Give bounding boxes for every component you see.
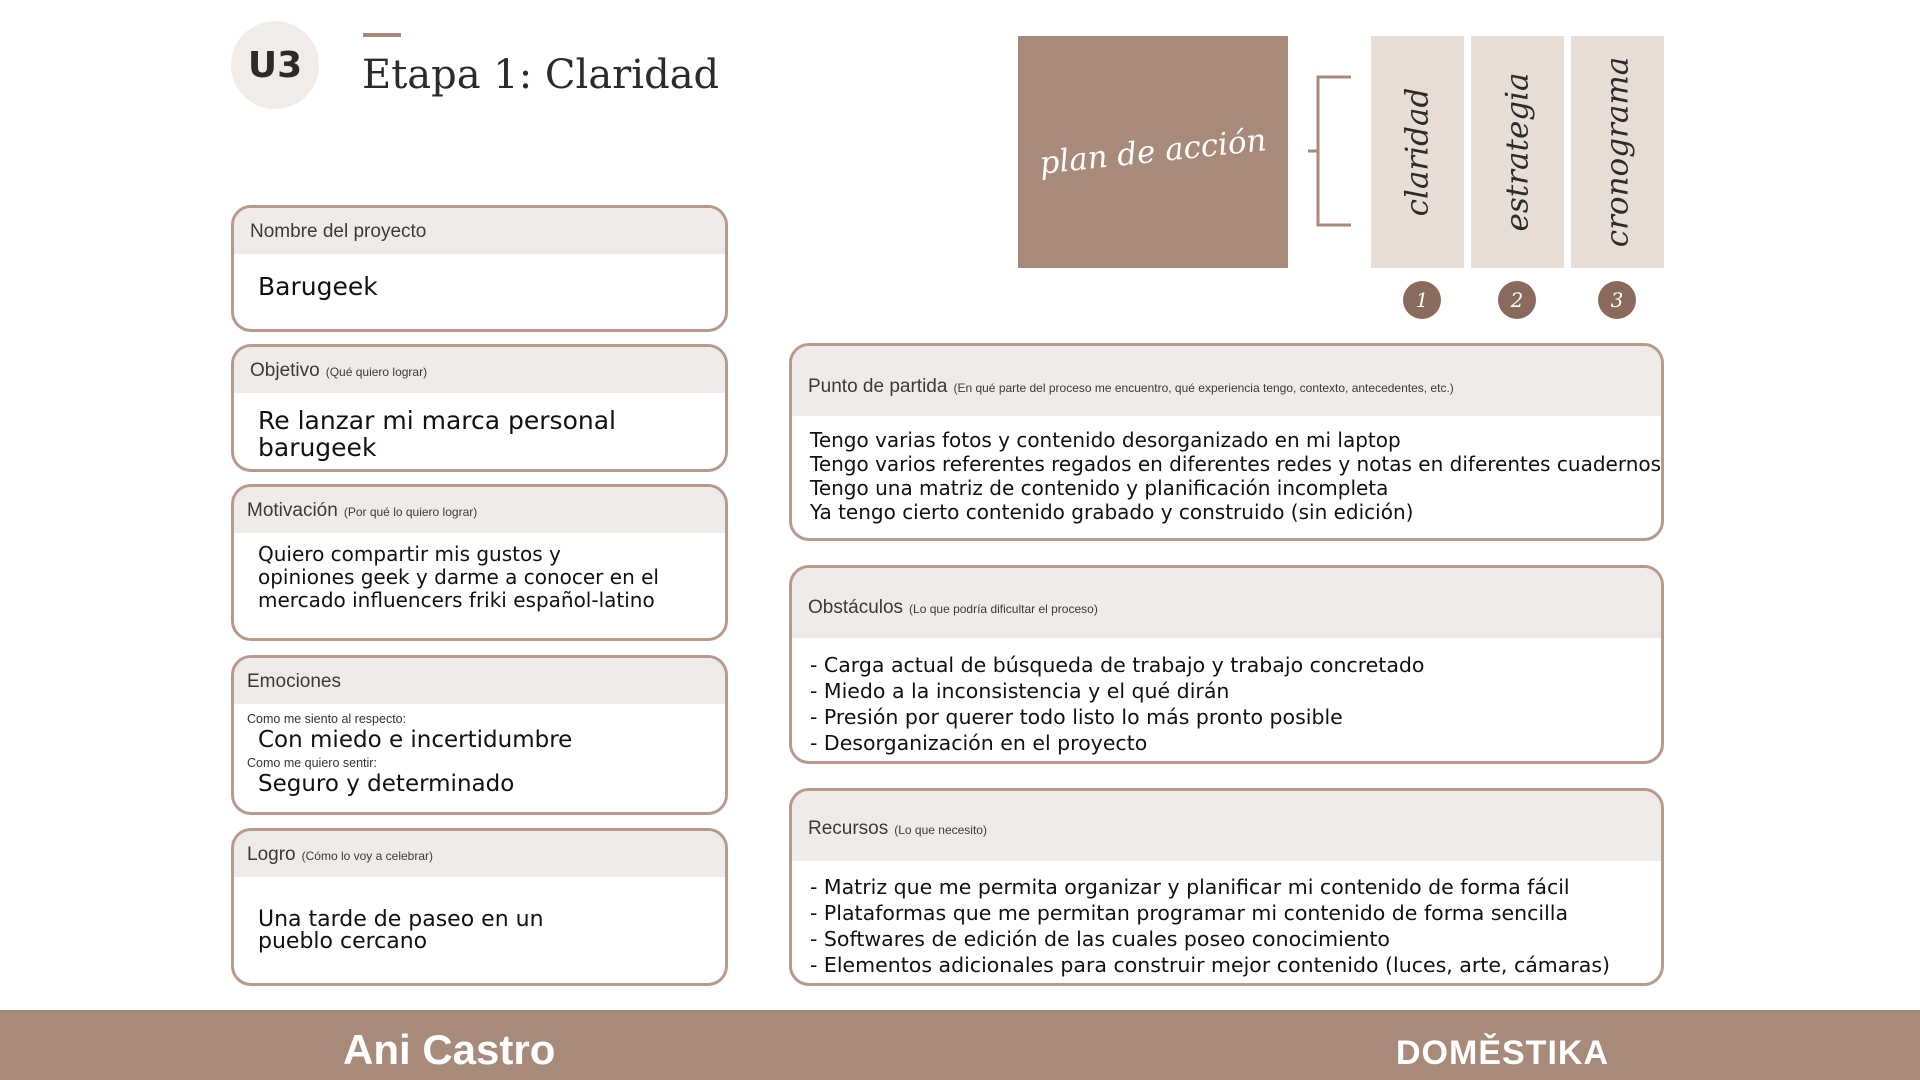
- stage-number-3: 3: [1598, 281, 1636, 319]
- card-logro-label: Logro: [247, 844, 296, 865]
- card-logro-body: [234, 877, 725, 953]
- recursos-line: - Softwares de edición de las cuales poseo conocimiento: [810, 927, 1390, 951]
- card-obstaculos-body: [792, 638, 1661, 756]
- card-objetivo-body: [234, 393, 725, 461]
- card-recursos-body: [792, 861, 1661, 978]
- card-punto-partida: [789, 343, 1664, 541]
- stage-label-cronograma: cronograma: [1599, 56, 1636, 248]
- punto-line: Tengo varias fotos y contenido desorganizado en mi laptop: [810, 428, 1401, 452]
- card-motivacion: [231, 484, 728, 641]
- objetivo-line: barugeek: [258, 433, 377, 462]
- card-recursos: [789, 788, 1664, 986]
- stage-cronograma: [1571, 36, 1664, 268]
- recursos-line: - Matriz que me permita organizar y planificar mi contenido de forma fácil: [810, 875, 1570, 899]
- domestika-logo: DOMĚSTIKA: [1396, 1034, 1609, 1072]
- card-punto-hint: (En qué parte del proceso me encuentro, qué experiencia tengo, contexto, antecedentes, etc.): [953, 381, 1454, 395]
- card-motivacion-header: [234, 487, 725, 533]
- plan-de-accion-box: [1018, 36, 1288, 268]
- footer-bar: [0, 1010, 1920, 1080]
- card-obstaculos-hint: (Lo que podría dificultar el proceso): [909, 602, 1098, 616]
- card-punto-body: [792, 416, 1661, 524]
- emociones-siento-label: Como me siento al respecto:: [247, 712, 407, 726]
- stage-claridad: [1371, 36, 1464, 268]
- emociones-quiero-value: Seguro y determinado: [258, 771, 515, 797]
- punto-line: Ya tengo cierto contenido grabado y construido (sin edición): [810, 500, 1414, 524]
- stage-estrategia: [1471, 36, 1564, 268]
- card-punto-label: Punto de partida: [808, 376, 948, 397]
- card-nombre-header: [234, 208, 725, 254]
- card-nombre-proyecto: [231, 205, 728, 332]
- card-objetivo: [231, 344, 728, 472]
- card-nombre-label: Nombre del proyecto: [250, 221, 427, 242]
- motivacion-line: opiniones geek y darme a conocer en el: [258, 565, 659, 589]
- card-obstaculos: [789, 565, 1664, 764]
- obstaculos-line: - Carga actual de búsqueda de trabajo y trabajo concretado: [810, 653, 1425, 677]
- card-emociones: [231, 655, 728, 815]
- punto-line: Tengo una matriz de contenido y planificación incompleta: [810, 476, 1389, 500]
- card-punto-header: [792, 346, 1661, 416]
- recursos-line: - Plataformas que me permitan programar mi contenido de forma sencilla: [810, 901, 1569, 925]
- stage-label-claridad: claridad: [1399, 87, 1436, 217]
- card-logro-hint: (Cómo lo voy a celebrar): [301, 849, 433, 863]
- obstaculos-line: - Presión por querer todo listo lo más pronto posible: [810, 705, 1343, 729]
- card-recursos-header: [792, 791, 1661, 861]
- card-motivacion-body: [234, 533, 725, 612]
- card-nombre-body: [234, 254, 725, 301]
- motivacion-line: mercado influencers friki español-latino: [258, 588, 655, 612]
- stage-number-2: 2: [1498, 281, 1536, 319]
- plan-de-accion-label: plan de acción: [1037, 122, 1269, 182]
- card-emociones-header: [234, 658, 725, 704]
- logro-line: Una tarde de paseo en un: [258, 907, 544, 932]
- card-emociones-body: [234, 704, 725, 798]
- emociones-quiero-label: Como me quiero sentir:: [247, 756, 377, 770]
- card-emociones-label: Emociones: [247, 671, 341, 692]
- motivacion-line: Quiero compartir mis gustos y: [258, 542, 561, 566]
- card-objetivo-label: Objetivo: [250, 360, 320, 381]
- obstaculos-line: - Miedo a la inconsistencia y el qué dirán: [810, 679, 1230, 703]
- card-motivacion-hint: (Por qué lo quiero lograr): [343, 505, 478, 519]
- card-recursos-hint: (Lo que necesito): [894, 823, 987, 837]
- footer-author: Ani Castro: [343, 1026, 556, 1073]
- card-motivacion-label: Motivación: [247, 500, 338, 521]
- title-accent-bar: [363, 33, 401, 37]
- unit-badge: U3: [231, 21, 319, 109]
- card-objetivo-header: [234, 347, 725, 393]
- bracket-connector-icon: [1306, 70, 1356, 232]
- card-recursos-label: Recursos: [808, 818, 889, 839]
- card-logro: [231, 828, 728, 986]
- card-logro-header: [234, 831, 725, 877]
- card-obstaculos-header: [792, 568, 1661, 638]
- logro-line: pueblo cercano: [258, 929, 428, 954]
- punto-line: Tengo varios referentes regados en diferentes redes y notas en diferentes cuadernos: [810, 452, 1662, 476]
- stage-label-estrategia: estrategia: [1499, 72, 1536, 232]
- emociones-siento-value: Con miedo e incertidumbre: [258, 727, 573, 753]
- card-obstaculos-label: Obstáculos: [808, 597, 904, 618]
- obstaculos-line: - Desorganización en el proyecto: [810, 731, 1148, 755]
- recursos-line: - Elementos adicionales para construir mejor contenido (luces, arte, cámaras): [810, 953, 1611, 977]
- nombre-value: Barugeek: [258, 272, 378, 301]
- page-title: Etapa 1: Claridad: [362, 52, 720, 98]
- card-objetivo-hint: (Qué quiero lograr): [325, 365, 428, 379]
- stage-number-1: 1: [1403, 281, 1441, 319]
- objetivo-line: Re lanzar mi marca personal: [258, 406, 616, 435]
